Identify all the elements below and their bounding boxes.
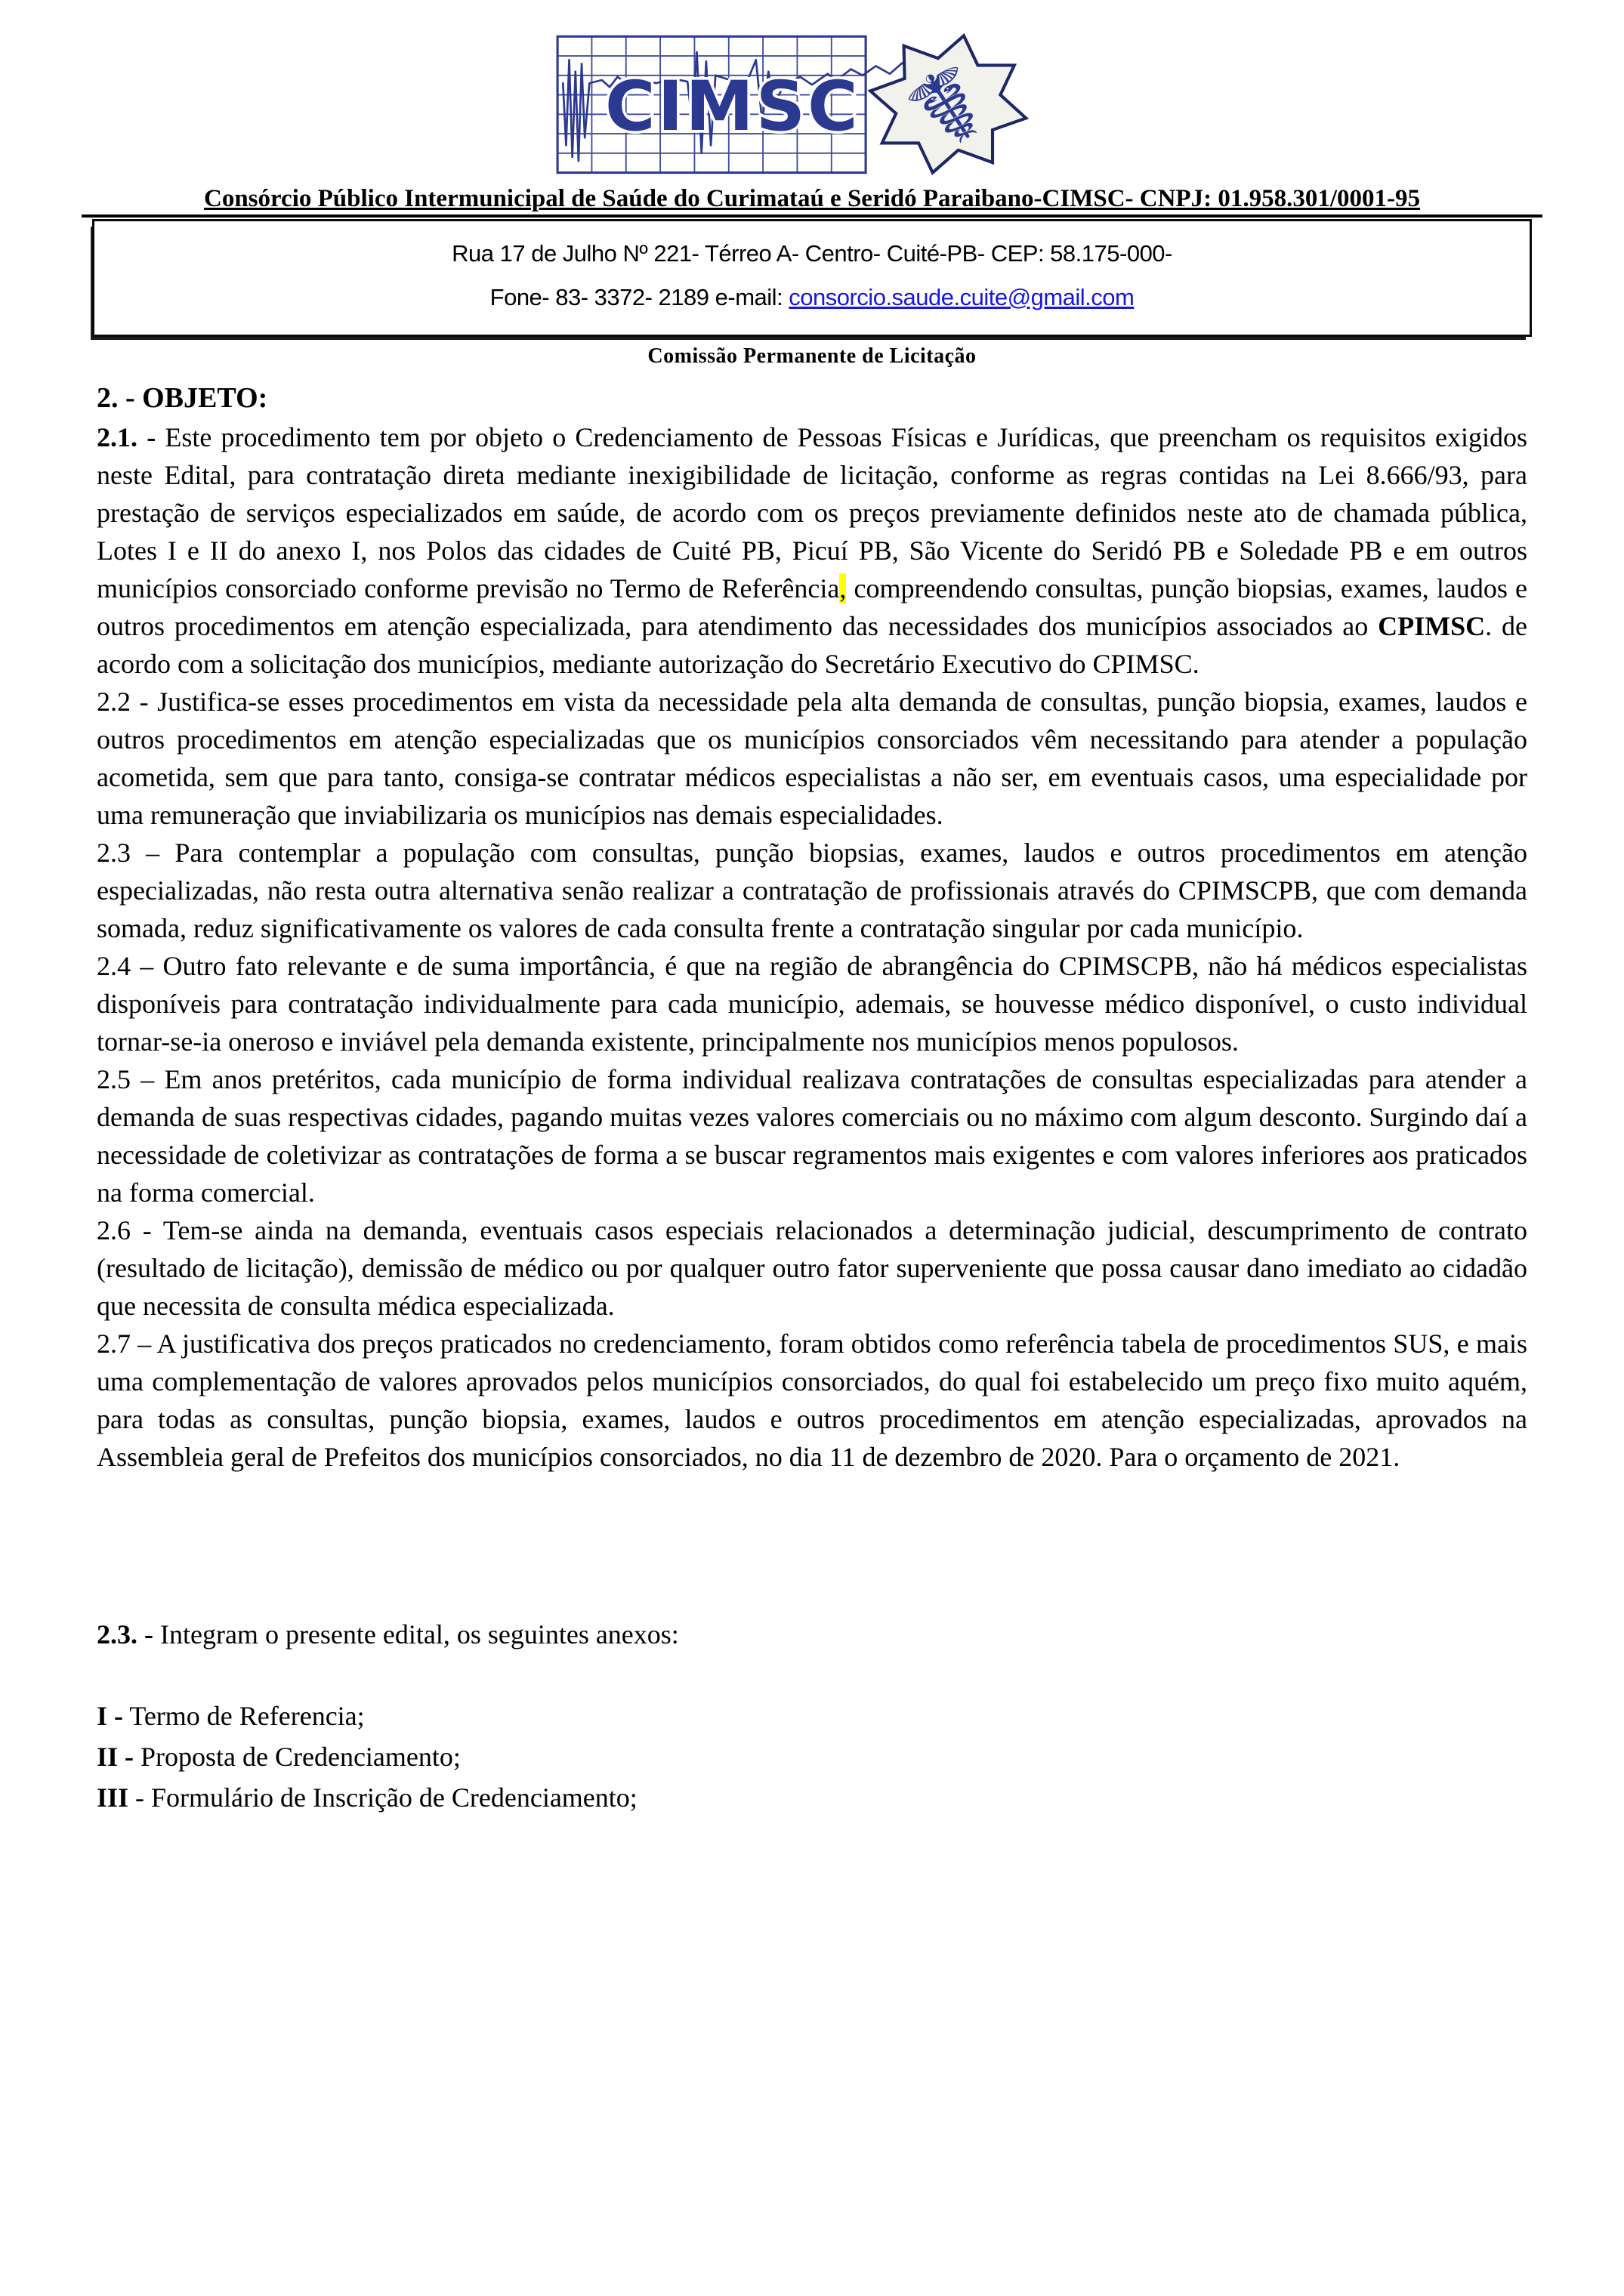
cimsc-logo [555,29,1069,181]
caduceus-icon: ☤ [888,39,1011,177]
committee-heading: Comissão Permanente de Licitação [647,344,977,368]
annex-item-3: III - Formulário de Inscrição de Credenciamento; [97,1782,638,1813]
annex-list [97,1697,1527,1816]
address-line: Rua 17 de Julho Nº 221- Térreo A- Centro- Cuité-PB- CEP: 58.175-000- [452,239,1172,267]
email-link[interactable]: consorcio.saude.cuite@gmail.com [789,283,1135,310]
paragraph-2-1: 2.1. - Este procedimento tem por objeto o Credenciamento de Pessoas Físicas e Jurídicas, que preencham os requisitos exigidos neste Edital, para contratação direta mediante inexigibilidade de licitação, conforme as regras contidas na Lei 8.666/93, para prestação de serviços especializados em saúde, de acordo com os preços previamente definidos neste ato de chamada pública, Lotes I e II do anexo I, nos Polos das cidades de Cuité PB, Picuí PB, São Vicente do Seridó PB e Soledade PB e em outros municípios consorciado conforme previsão no Termo de Referência, compreendendo consultas, punção biopsias, exames, laudos e outros procedimentos em atenção especializada, para atendimento das necessidades dos municípios associados ao CPIMSC. de acordo com a solicitação dos municípios, mediante autorização do Secretário Executivo do CPIMSC. [97,421,1528,679]
annex-heading: 2.3. - Integram o presente edital, os seguintes anexos: [97,1619,679,1649]
cimsc-logo-graphic [555,29,1069,181]
annex-item-2: II - Proposta de Credenciamento; [97,1741,461,1772]
logo-acronym: CIMSC [605,66,860,147]
document-body [97,379,1527,1816]
paragraph-2-4: 2.4 – Outro fato relevante e de suma importância, é que na região de abrangência do CPIMSCPB, não há médicos especialistas disponíveis para contratação individualmente para cada município, ademais, se houvesse médico disponível, o custo individual tornar-se-ia oneroso e inviável pela demanda existente, principalmente nos municípios menos populosos. [97,950,1527,1057]
org-title: Consórcio Público Intermunicipal de Saúde do Curimataú e Seridó Paraibano-CIMSC- CNPJ: 01.958.301/0001-95 [82,185,1542,218]
annex-item-1: I - Termo de Referencia; [97,1700,365,1731]
paragraph-2-3: 2.3 – Para contemplar a população com consultas, punção biopsias, exames, laudos e outros procedimentos em atenção especializadas, não resta outra alternativa senão realizar a contratação de profissionais através do CPIMSCPB, que com demanda somada, reduz significativamente os valores de cada consulta frente a contratação singular por cada município. [97,837,1527,943]
contact-line [102,276,1522,319]
address-box [92,219,1532,337]
phone-text: Fone- 83- 3372- 2189 e-mail: [489,283,789,310]
section-heading: 2. - OBJETO: [97,381,268,414]
paragraph-2-6: 2.6 - Tem-se ainda na demanda, eventuais casos especiais relacionados a determinação judicial, descumprimento de contrato (resultado de licitação), demissão de médico ou por qualquer outro fator superveniente que possa causar dano imediato ao cidadão que necessita de consulta médica especializada. [97,1214,1527,1321]
paragraph-2-5: 2.5 – Em anos pretéritos, cada município de forma individual realizava contratações de consultas especializadas para atender a demanda de suas respectivas cidades, pagando muitas vezes valores comerciais ou no máximo com algum desconto. Surgindo daí a necessidade de coletivizar as contratações de forma a se buscar regramentos mais exigentes e com valores inferiores aos praticados na forma comercial. [97,1063,1527,1208]
paragraph-2-7: 2.7 – A justificativa dos preços praticados no credenciamento, foram obtidos como referência tabela de procedimentos SUS, e mais uma complementação de valores aprovados pelos municípios consorciados, do qual foi estabelecido um preço fixo muito aquém, para todas as consultas, punção biopsia, exames, laudos e outros procedimentos em atenção especializadas, aprovados na Assembleia geral de Prefeitos dos municípios consorciados, no dia 11 de dezembro de 2020. Para o orçamento de 2021. [97,1328,1527,1472]
paragraph-2-2: 2.2 - Justifica-se esses procedimentos em vista da necessidade pela alta demanda de consultas, punção biopsia, exames, laudos e outros procedimentos em atenção especializadas que os municípios consorciados vêm necessitando para atender a população acometida, sem que para tanto, consiga-se contratar médicos especialistas a não ser, em eventuais casos, uma especialidade por uma remuneração que inviabilizaria os municípios nas demais especialidades. [97,686,1527,830]
